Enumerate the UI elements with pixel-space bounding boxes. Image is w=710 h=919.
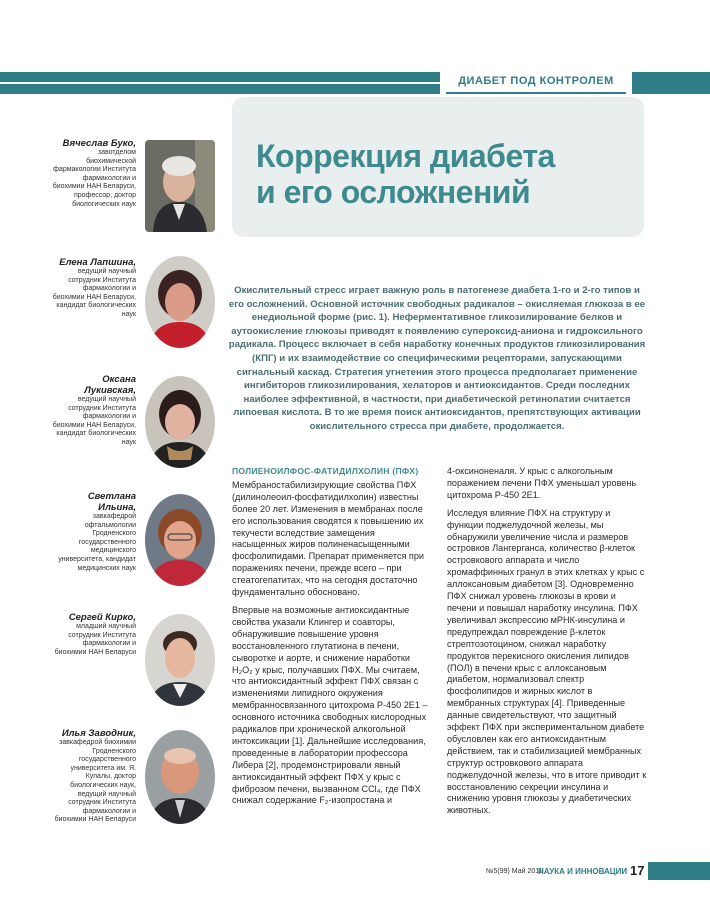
body-paragraph: Мембраностабилизирующие свойства ПФХ (дилинолеоил-фосфатидилхолин) известны более 20 лет. Изменения в мембранах после его использования сводятся к повышению их текучести вследствие замещения насыщенных жиров полиненасыщенными фосфолипидами. Препарат применяется при поражениях печени, прежде всего – при стеатогепатитах, что на сегодня достаточно фундаментально обосновано. [232, 479, 424, 598]
header-rule [0, 82, 440, 84]
body-column-1 [232, 466, 432, 813]
author-name: Вячеслав Буко, [62, 138, 136, 149]
lead-paragraph: Окислительный стресс играет важную роль в патогенезе диабета 1-го и 2-го типов и его осложнений. Основной источник свободных радикалов – окисляемая глюкоза в ее енедиольной форме (рис. 1). Неферментативное гликозилирование белков и аутоокисление глюкозы приводят к появлению супероксид-аниона и гидроксильного радикала. Процесс включает в себя наработку конечных продуктов гликозилирования (КПГ) и их взаимодействие со специфическими рецепторами, запускающими сигнальный каскад. Стратегия угнетения этого процесса предполагает применение ингибиторов гликозилирования, хелаторов и антиоксидантов. Среди последних наиболее эффективной, в частности, при диабетической ретинопатии считается липоевая кислота. В то же время поиск антиоксидантов, препятствующих активации окислительного стресса при диабете, продолжается. [228, 285, 646, 432]
body-paragraph: 4-оксиноненаля. У крыс с алкогольным поражением печени ПФХ уменьшал уровень цитохрома Р-450 2Е1. [447, 466, 637, 500]
body-paragraph: Впервые на возможные антиоксидантные свойства указали Клингер и соавторы, обнаружившие повышение уровня восстановленного глутатиона в печени, сыворотке и аорте, и снижение наработки H₂O₂ у крыс, получавших ПФХ. Мы считаем, что антиоксидантный эффект ПФХ связан с изменениями липидного окружения мембранносвязанного цитохрома Р-450 2Е1 – основного источника свободных кислородных радикалов при хронической алкогольной интоксикации [1]. Дальнейшие исследования, проведенные в лаборатории профессора Либера [2], продемонстрировали явный антиоксидантный эффект ПФХ у крыс с фиброзом печени, вызванном CCl₄, где ПФХ снижал содержание F₂-изопростана и [232, 604, 428, 806]
author-name: Елена Лапшина, [59, 257, 136, 268]
author-desc: ведущий научный сотрудник Института фармакологии и биохимии НАН Беларуси, кандидат биологических наук [52, 268, 136, 318]
author-name: Илья Заводник, [61, 728, 136, 739]
title-line-2: и его осложнений [256, 174, 531, 210]
author-desc: завотделом биохимической фармакологии Института фармакологии и биохимии НАН Беларуси, профессор, доктор биологических наук [52, 149, 136, 208]
body-heading: ПОЛИЕНОИЛФОС-ФАТИДИЛХОЛИН (ПФХ) [232, 466, 419, 476]
page-footer [0, 862, 710, 882]
section-header-band [0, 72, 710, 94]
article-title [256, 138, 636, 210]
author-name: Сергей Кирко, [68, 612, 136, 623]
author-desc: ведущий научный сотрудник Института фармакологии и биохимии НАН Беларуси, кандидат биологических наук [52, 396, 136, 446]
page-number: 17 [630, 863, 645, 878]
author-block-2 [52, 257, 136, 320]
author-block-6 [52, 728, 136, 825]
author-desc: завкафедрой офтальмологии Гродненского государственного медицинского университета, кандидат медицинских наук [58, 513, 136, 572]
author-photo-3 [145, 376, 215, 468]
author-block-4 [52, 491, 136, 573]
author-desc: младший научный сотрудник Института фармакологии и биохимии НАН Беларуси [54, 623, 136, 656]
section-label-box [446, 72, 626, 94]
title-line-1: Коррекция диабета [256, 138, 555, 174]
author-name: Оксана Лукивская, [84, 374, 136, 396]
author-block-1 [52, 138, 136, 209]
author-photo-5 [145, 614, 215, 706]
author-block-5 [52, 612, 136, 657]
author-photo-1 [145, 140, 215, 232]
author-photo-6 [145, 730, 215, 824]
author-name: Светлана Ильина, [87, 491, 136, 513]
author-photo-4 [145, 494, 215, 586]
section-label: ДИАБЕТ ПОД КОНТРОЛЕМ [458, 75, 614, 87]
body-paragraph: Исследуя влияние ПФХ на структуру и функции поджелудочной железы, мы обнаружили увеличение числа и размеров островков Лангерганса, количество β-клеток островкового аппарата и число хромаффинных гранул в этих клетках у крыс с аллоксановым диабетом [3]. Одновременно ПФХ снижал уровень глюкозы в крови и печени и повышал наработку инсулина. ПФХ увеличивал экспрессию мРНК-инсулина и предупреждал повреждение β-клеток стрептозотоцином, снижал наработку продуктов перекисного окисления липидов (ПОЛ) в печени крыс с аллоксановым диабетом, нормализовал спектр фосфолипидов и жирных кислот в мембранных структурах [4]. Приведенные данные свидетельствуют, что защитный эффект ПФХ при экспериментальном диабете обусловлен как его антиоксидантным действием, так и стабилизацией мембранных структур островкового аппарата поджелудочной железы, что в итоге приводит к восстановлению секреции инсулина и снижению уровня глюкозы у диабетических животных. [447, 507, 647, 816]
header-stripe-right [632, 72, 710, 94]
author-desc: завкафедрой биохимии Гродненского государственного университета им. Я. Купалы, доктор биологических наук, ведущий научный сотрудник Института фармакологии и биохимии НАН Беларуси [54, 739, 136, 824]
author-photo-2 [145, 256, 215, 348]
author-block-3 [52, 374, 136, 448]
issue-number: №5(99) Май 2011 [486, 868, 543, 875]
body-column-2 [447, 466, 647, 823]
magazine-brand: НАУКА И ИННОВАЦИИ [538, 867, 628, 876]
footer-stripe [648, 862, 710, 880]
